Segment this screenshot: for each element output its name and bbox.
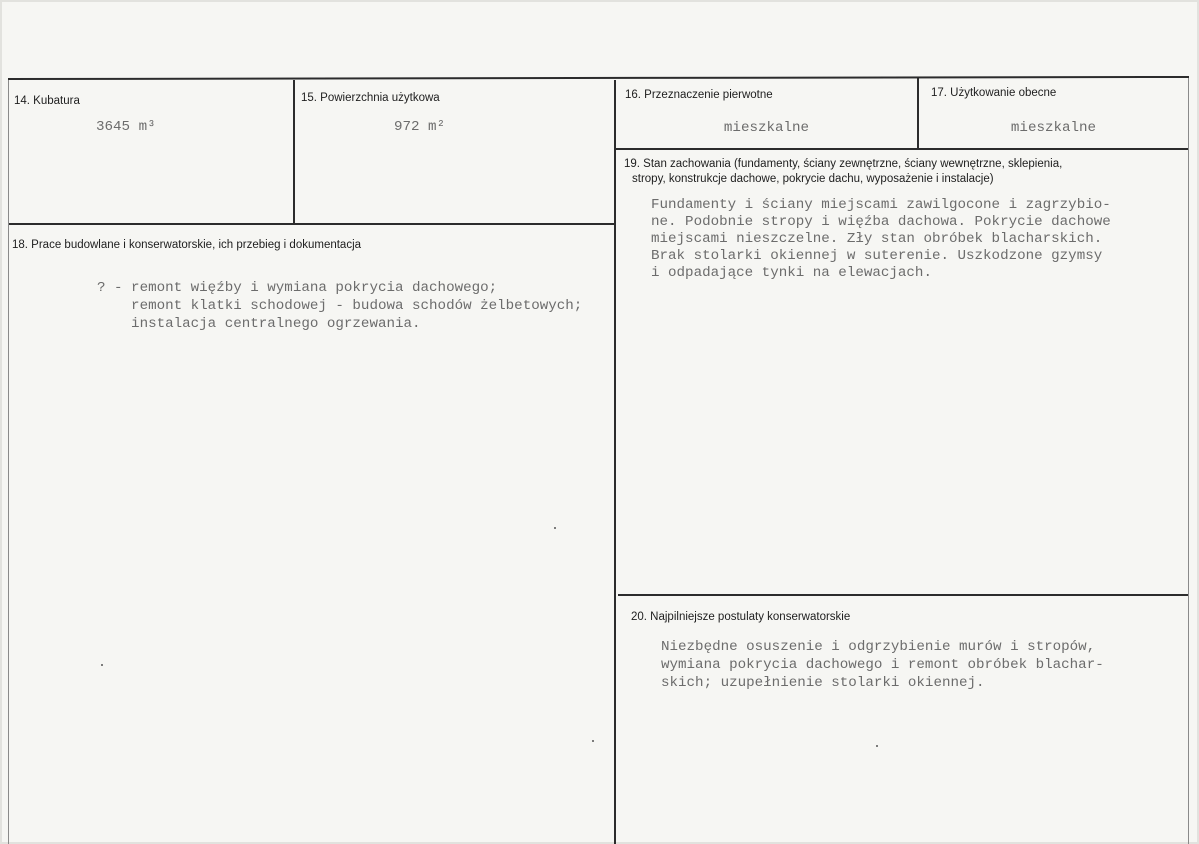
field-20-line: wymiana pokrycia dachowego i remont obróbek blachar-: [661, 657, 1104, 673]
divider-14-15: [293, 80, 295, 224]
field-16-label: 16. Przeznaczenie pierwotne: [625, 89, 773, 101]
divider-16-17: [917, 78, 919, 149]
field-19-line: Brak stolarki okiennej w suterenie. Uszkodzone gzymsy: [651, 248, 1103, 264]
field-20-line: skich; uzupełnienie stolarki okiennej.: [661, 675, 985, 691]
field-16-value: mieszkalne: [723, 120, 810, 136]
field-14-label: 14. Kubatura: [14, 95, 80, 107]
paper-speck: [101, 664, 103, 666]
field-18-line: instalacja centralnego ogrzewania.: [97, 316, 421, 332]
paper-speck: [554, 527, 556, 529]
field-17-value: mieszkalne: [1010, 120, 1097, 136]
field-20-line: Niezbędne osuszenie i odgrzybienie murów i stropów,: [661, 639, 1096, 655]
center-divider: [614, 80, 616, 844]
field-14-value: 3645 m³: [96, 119, 156, 135]
right-edge: [1188, 78, 1189, 844]
field-20-label: 20. Najpilniejsze postulaty konserwatorskie: [631, 611, 851, 623]
paper-speck: [876, 745, 878, 747]
field-18-line: ? - remont więźby i wymiana pokrycia dachowego;: [97, 280, 498, 296]
field-18-line: remont klatki schodowej - budowa schodów żelbetowych;: [97, 298, 583, 314]
field-19-line: i odpadające tynki na elewacjach.: [651, 265, 932, 281]
field-19-line: miejscami nieszczelne. Zły stan obróbek blacharskich.: [651, 231, 1103, 247]
top-rule: [8, 76, 1189, 80]
field-19-label-line: stropy, konstrukcje dachowe, pokrycie dachu, wyposażenie i instalacje): [632, 173, 994, 185]
field-19-line: ne. Podobnie stropy i więźba dachowa. Pokrycie dachowe: [651, 214, 1111, 230]
rule-under-14-15: [8, 223, 616, 225]
field-15-label: 15. Powierzchnia użytkowa: [301, 92, 440, 104]
field-17-label: 17. Użytkowanie obecne: [931, 87, 1057, 99]
rule-above-20: [618, 594, 1189, 596]
paper-speck: [592, 740, 594, 742]
field-15-value: 972 m²: [394, 119, 446, 135]
field-19-label-line: 19. Stan zachowania (fundamenty, ściany zewnętrzne, ściany wewnętrzne, sklepienia,: [624, 158, 1063, 170]
left-edge: [8, 80, 9, 844]
field-19-line: Fundamenty i ściany miejscami zawilgocone i zagrzybio-: [651, 197, 1111, 213]
field-18-label: 18. Prace budowlane i konserwatorskie, ich przebieg i dokumentacja: [12, 239, 362, 251]
rule-under-16-17: [616, 148, 1189, 150]
